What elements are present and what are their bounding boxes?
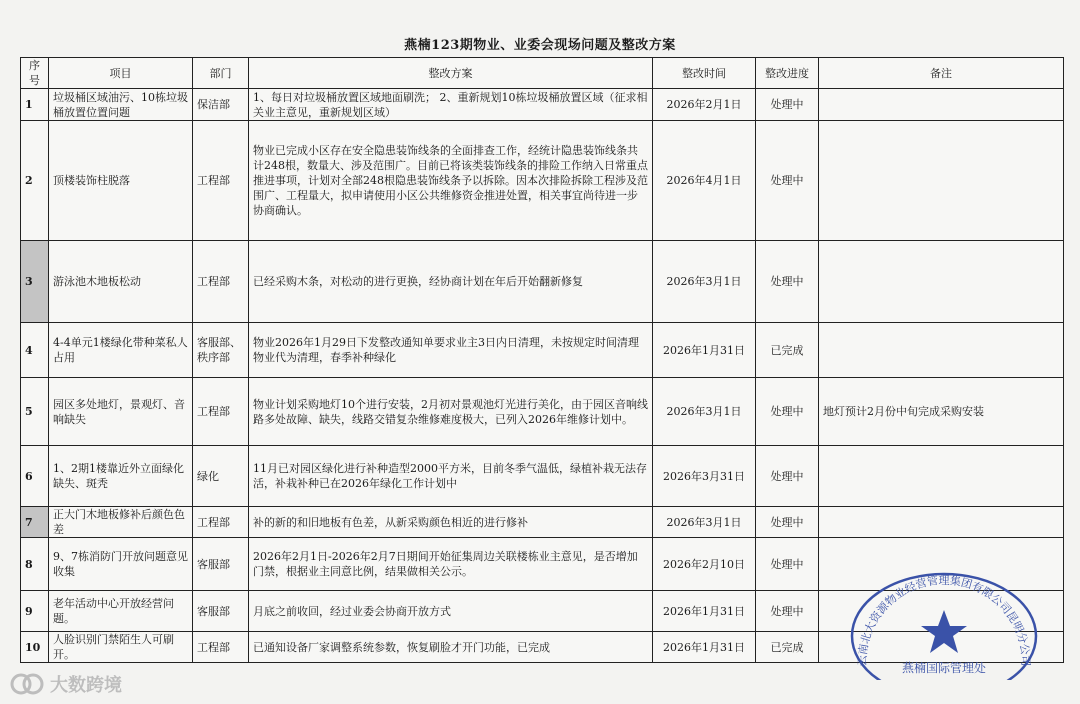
cell-plan: 物业已完成小区存在安全隐患装饰线条的全面排查工作，经统计隐患装饰线条共计248根，数量大、涉及范围广。目前已将该类装饰线条的排险工作纳入日常重点推进事项，计划对全部248根隐患装饰线条予以拆除。因本次排险拆除工程涉及范围广、工程量大，拟申请使用小区公共维修资金推进处置，相关事宜尚待进一步协商确认。 <box>249 121 653 241</box>
cell-status: 处理中 <box>756 538 819 591</box>
cell-time: 2026年3月31日 <box>653 446 756 507</box>
cell-status: 处理中 <box>756 241 819 323</box>
cell-dept: 绿化 <box>193 446 249 507</box>
seal-arc-text: 云南北大资源物业经营管理集团有限公司昆明分公司 <box>855 574 1033 667</box>
cell-plan: 物业2026年1月29日下发整改通知单要求业主3日内日清理，未按规定时间清理物业代为清理，春季补种绿化 <box>249 323 653 378</box>
cell-status: 已完成 <box>756 323 819 378</box>
cell-status: 处理中 <box>756 591 819 632</box>
cell-plan: 月底之前收回，经过业委会协商开放方式 <box>249 591 653 632</box>
cell-item: 老年活动中心开放经营问题。 <box>49 591 193 632</box>
cell-dept: 工程部 <box>193 632 249 663</box>
cell-dept: 工程部 <box>193 241 249 323</box>
cell-plan: 物业计划采购地灯10个进行安装，2月初对景观池灯光进行美化，由于园区音响线路多处故障、缺失，线路交错复杂维修难度极大，已列入2026年维修计划中。 <box>249 378 653 446</box>
cell-plan: 已通知设备厂家调整系统参数，恢复刷脸才开门功能，已完成 <box>249 632 653 663</box>
cell-no: 4 <box>21 323 49 378</box>
cell-status: 处理中 <box>756 89 819 121</box>
cell-note <box>819 446 1064 507</box>
header-note: 备注 <box>819 58 1064 89</box>
cell-time: 2026年1月31日 <box>653 591 756 632</box>
cell-item: 园区多处地灯，景观灯、音响缺失 <box>49 378 193 446</box>
table-row <box>21 446 1064 507</box>
cell-status: 已完成 <box>756 632 819 663</box>
watermark <box>10 671 122 697</box>
cell-dept: 工程部 <box>193 121 249 241</box>
header-dept: 部门 <box>193 58 249 89</box>
table-row <box>21 378 1064 446</box>
company-seal <box>844 564 1044 680</box>
table-header-row <box>21 58 1064 89</box>
cell-note <box>819 241 1064 323</box>
cell-no: 8 <box>21 538 49 591</box>
watermark-text: 大数跨境 <box>50 675 122 696</box>
cell-dept: 客服部 <box>193 591 249 632</box>
cell-item: 9、7栋消防门开放问题意见收集 <box>49 538 193 591</box>
cell-time: 2026年3月1日 <box>653 241 756 323</box>
cell-no: 5 <box>21 378 49 446</box>
header-no: 序号 <box>21 58 49 89</box>
cell-no: 6 <box>21 446 49 507</box>
cell-note <box>819 89 1064 121</box>
cell-dept: 工程部 <box>193 378 249 446</box>
table-row <box>21 241 1064 323</box>
cell-item: 垃圾桶区域油污、10栋垃圾桶放置位置问题 <box>49 89 193 121</box>
cell-plan: 11月已对园区绿化进行补种造型2000平方米，目前冬季气温低，绿植补栽无法存活，补栽补种已在2026年绿化工作计划中 <box>249 446 653 507</box>
cell-time: 2026年2月1日 <box>653 89 756 121</box>
cell-dept: 客服部、秩序部 <box>193 323 249 378</box>
cell-item: 4-4单元1楼绿化带种菜私人占用 <box>49 323 193 378</box>
seal-subtext: 燕楠国际管理处 <box>901 661 987 675</box>
cell-time: 2026年1月31日 <box>653 632 756 663</box>
seal-star-icon <box>921 610 967 653</box>
cell-note <box>819 507 1064 538</box>
cell-plan: 补的新的和旧地板有色差，从新采购颜色相近的进行修补 <box>249 507 653 538</box>
cell-item: 游泳池木地板松动 <box>49 241 193 323</box>
cell-time: 2026年3月1日 <box>653 378 756 446</box>
cell-status: 处理中 <box>756 378 819 446</box>
cell-status: 处理中 <box>756 121 819 241</box>
cell-dept: 客服部 <box>193 538 249 591</box>
cell-time: 2026年2月10日 <box>653 538 756 591</box>
cell-no: 7 <box>21 507 49 538</box>
cell-time: 2026年1月31日 <box>653 323 756 378</box>
document-title: 燕楠123期物业、业委会现场问题及整改方案 <box>404 38 676 53</box>
table-row <box>21 507 1064 538</box>
cell-status: 处理中 <box>756 446 819 507</box>
cell-dept: 工程部 <box>193 507 249 538</box>
cell-item: 正大门木地板修补后颜色色差 <box>49 507 193 538</box>
cell-time: 2026年4月1日 <box>653 121 756 241</box>
cell-plan: 2026年2月1日-2026年2月7日期间开始征集周边关联楼栋业主意见，是否增加门禁，根据业主同意比例，结果做相关公示。 <box>249 538 653 591</box>
cell-note: 地灯预计2月份中旬完成采购安装 <box>819 378 1064 446</box>
header-item: 项目 <box>49 58 193 89</box>
cell-item: 顶楼装饰柱脱落 <box>49 121 193 241</box>
cell-dept: 保洁部 <box>193 89 249 121</box>
cell-item: 1、2期1楼靠近外立面绿化缺失、斑秃 <box>49 446 193 507</box>
cell-no: 10 <box>21 632 49 663</box>
cell-plan: 1、每日对垃圾桶放置区域地面刷洗； 2、重新规划10栋垃圾桶放置区域（征求相关业主意见，重新规划区域） <box>249 89 653 121</box>
cell-item: 人脸识别门禁陌生人可刷开。 <box>49 632 193 663</box>
cell-no: 1 <box>21 89 49 121</box>
table-row <box>21 89 1064 121</box>
table-row <box>21 323 1064 378</box>
header-plan: 整改方案 <box>249 58 653 89</box>
cell-status: 处理中 <box>756 507 819 538</box>
watermark-logo-icon <box>10 671 44 697</box>
cell-no: 2 <box>21 121 49 241</box>
cell-note <box>819 323 1064 378</box>
table-row <box>21 121 1064 241</box>
cell-time: 2026年3月1日 <box>653 507 756 538</box>
cell-no: 3 <box>21 241 49 323</box>
cell-note <box>819 121 1064 241</box>
cell-plan: 已经采购木条，对松动的进行更换，经协商计划在年后开始翻新修复 <box>249 241 653 323</box>
header-time: 整改时间 <box>653 58 756 89</box>
cell-no: 9 <box>21 591 49 632</box>
header-status: 整改进度 <box>756 58 819 89</box>
